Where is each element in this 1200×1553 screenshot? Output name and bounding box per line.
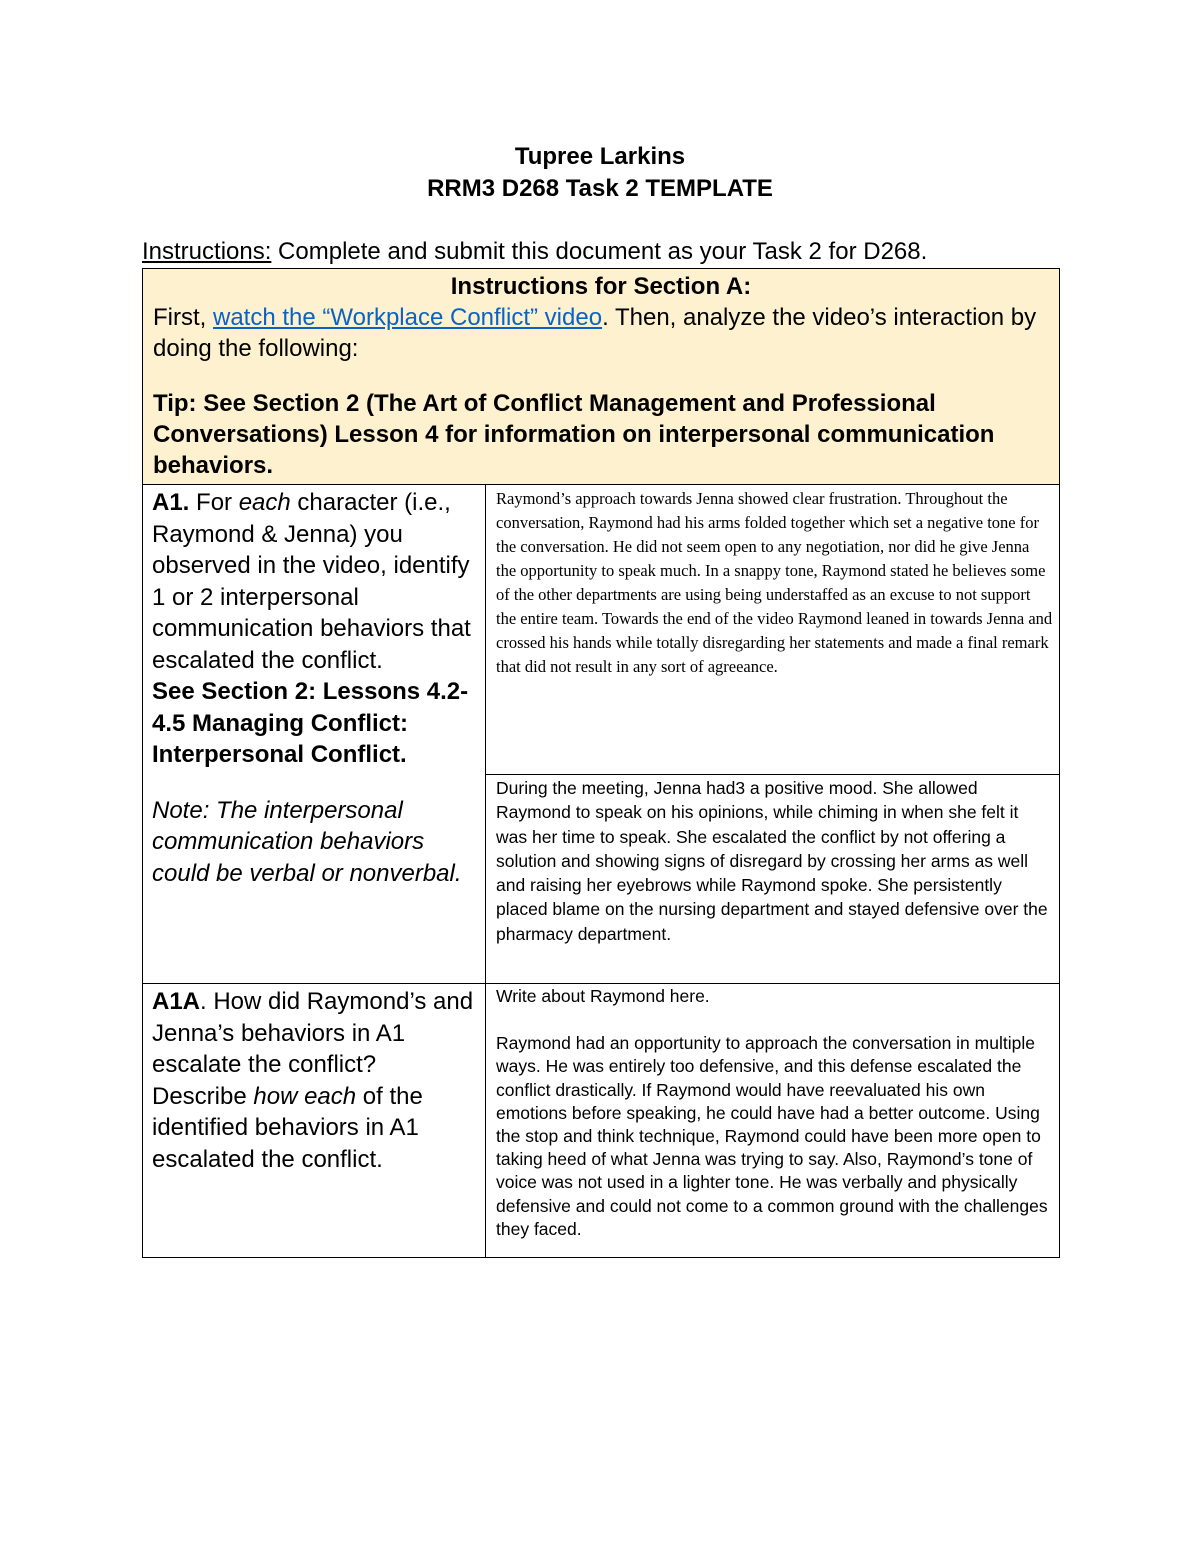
instructions-label: Instructions: — [142, 238, 272, 265]
section-a-tip: Tip: See Section 2 (The Art of Conflict Management and Professional Conversations) Lesson 4 for information on interpersonal communication behaviors. — [153, 390, 995, 479]
a1-q-each: each — [238, 489, 291, 516]
intro-prefix: First, — [153, 304, 213, 331]
a1a-answer — [486, 984, 1060, 1258]
a1-answer-jenna-text: During the meeting, Jenna had3 a positive mood. She allowed Raymond to speak on his opinions, while chiming in when she felt it was her time to speak. She escalated the conflict by not offering a solution and showing signs of disregard by crossing her arms as well and raising her eyebrows while Raymond spoke. She persistently placed blame on the nursing department and stayed defensive over the pharmacy department. — [496, 778, 1048, 944]
a1-see-section: See Section 2: Lessons 4.2-4.5 Managing Conflict: Interpersonal Conflict. — [152, 678, 469, 768]
document-header — [0, 141, 1200, 205]
a1a-prompt — [152, 986, 477, 1175]
a1-prompt — [152, 487, 477, 676]
a1-answer-raymond — [486, 485, 1060, 775]
a1a-answer-gap — [496, 1008, 1053, 1032]
a1a-label: A1A — [152, 988, 201, 1015]
section-a-instructions — [143, 269, 1060, 485]
a1a-question — [143, 984, 486, 1258]
a1a-q-part2: of the identified behaviors in A1 escalated the conflict. — [152, 1082, 423, 1173]
a1-q-part1: For — [189, 489, 239, 516]
a1-answer-raymond-text: Raymond’s approach towards Jenna showed clear frustration. Throughout the conversation, Raymond had his arms folded together which set a negative tone for the conversation. He did not seem open to any negotiation, nor did he give Jenna the opportunity to speak much. In a snappy tone, Raymond stated he believes some of the other departments are using being understaffed as an excuse to not support the entire team. Towards the end of the video Raymond leaned in towards Jenna and crossed his hands while totally disregarding her statements and made a final remark that did not result in any sort of agreeance. — [496, 489, 1053, 676]
instructions-line — [142, 237, 927, 267]
intro-suffix: . Then, analyze the video’s interaction by doing the following: — [153, 304, 1037, 362]
instructions-text: Complete and submit this document as your Task 2 for D268. — [271, 238, 928, 265]
a1-q-part2: character (i.e., Raymond & Jenna) you observed in the video, identify 1 or 2 interpersonal communication behaviors that escalated the conflict. — [152, 489, 471, 674]
task-table — [142, 268, 1060, 1258]
a1a-answer-prompt: Write about Raymond here. — [496, 986, 710, 1006]
a1-label: A1. — [152, 489, 190, 516]
a1-note: Note: The interpersonal communication behaviors could be verbal or nonverbal. — [152, 796, 462, 887]
document-title: RRM3 D268 Task 2 TEMPLATE — [427, 175, 773, 202]
a1a-q-how: how each — [253, 1082, 357, 1110]
section-a-intro — [153, 302, 1049, 364]
a1a-answer-text: Raymond had an opportunity to approach the conversation in multiple ways. He was entirely too defensive, and this defense escalated the conflict drastically. If Raymond would have reevaluated his own emotions before speaking, he could have had a better outcome. Using the stop and think technique, Raymond could have been more open to taking heed of what Jenna was trying to say. Also, Raymond’s tone of voice was not used in a lighter tone. He was verbally and physically defensive and could not come to a common ground with the challenges they faced. — [496, 1033, 1048, 1239]
a1-answer-jenna — [486, 775, 1060, 984]
section-a-title: Instructions for Section A: — [450, 273, 752, 300]
a1a-q-part1: . How did Raymond’s and Jenna’s behaviors in A1 escalate the conflict? Describe — [152, 988, 474, 1110]
a1-question — [143, 485, 486, 984]
workplace-conflict-video-link[interactable]: watch the “Workplace Conflict” video — [213, 304, 603, 331]
author-name: Tupree Larkins — [514, 143, 686, 170]
